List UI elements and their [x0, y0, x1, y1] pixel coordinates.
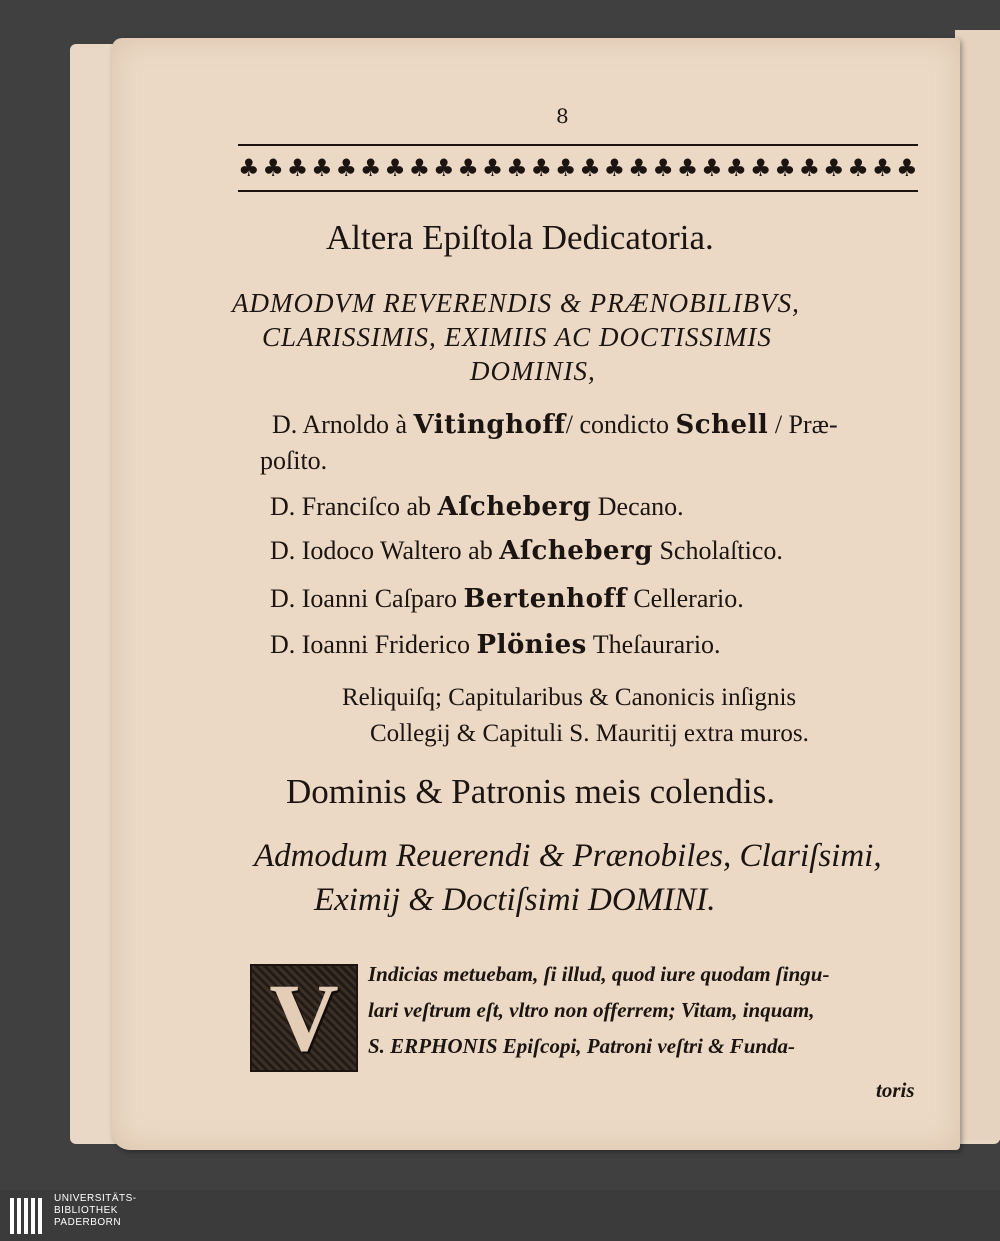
name-text: D. Ioanni Caſparo — [270, 584, 464, 613]
name-text: D. Ioanni Friderico — [270, 630, 477, 659]
name-text: Scholaſtico. — [652, 536, 783, 565]
surname: Schell — [675, 410, 769, 440]
surname: Vitinghoff — [413, 410, 566, 440]
salutation-line-2: Eximij & Doctiſsimi DOMINI. — [314, 882, 716, 918]
name-line-3 — [270, 536, 783, 566]
patronis-heading: Dominis & Patronis meis colendis. — [286, 772, 776, 811]
surname: Aſcheberg — [437, 492, 592, 522]
dedication-line-1: ADMODVM REVERENDIS & PRÆNOBILIBVS, — [232, 288, 800, 318]
name-line-1-continued — [260, 446, 327, 476]
reliquis-line-2: Collegij & Capituli S. Mauritij extra muros. — [370, 720, 809, 747]
dedication-line-2: CLARISSIMIS, EXIMIIS AC DOCTISSIMIS — [262, 322, 772, 352]
surname: Bertenhoff — [463, 584, 627, 614]
name-text: / Præ- — [768, 410, 838, 439]
catchword: toris — [876, 1078, 915, 1102]
library-name-line-3: PADERBORN — [54, 1217, 122, 1228]
name-line-4 — [270, 584, 744, 614]
salutation-line-1: Admodum Reuerendi & Prænobiles, Clariſsimi, — [254, 838, 882, 874]
dedication-line-3: DOMINIS, — [470, 356, 596, 386]
name-text: / condicto — [565, 410, 676, 439]
name-line-2 — [270, 492, 684, 522]
surname: Aſcheberg — [499, 536, 653, 566]
name-line-1 — [272, 410, 838, 440]
page-number: 8 — [556, 104, 569, 128]
ornament-border: ♣ ♣ ♣ ♣ ♣ ♣ ♣ ♣ ♣ ♣ ♣ ♣ ♣ ♣ ♣ ♣ ♣ ♣ ♣ ♣ ♣ ♣ ♣ ♣ ♣ ♣ ♣ ♣ — [238, 154, 918, 182]
reliquis-line-1: Reliquiſq; Capitularibus & Canonicis inſignis — [342, 684, 797, 711]
drop-cap-initial — [250, 964, 358, 1072]
library-logo-icon — [10, 1196, 46, 1236]
body-line-1: Indicias metuebam, ſi illud, quod iure quodam ſingu- — [368, 962, 830, 986]
name-text: D. Arnoldo à — [272, 410, 414, 439]
name-text: Decano. — [591, 492, 684, 521]
name-text: D. Iodoco Waltero ab — [270, 536, 500, 565]
library-name-line-1: UNIVERSITÄTS- — [54, 1193, 137, 1204]
name-text: Cellerario. — [626, 584, 744, 613]
body-line-2: lari veſtrum eſt, vltro non offerrem; Vitam, inquam, — [368, 998, 815, 1022]
header-rule-top — [238, 144, 918, 146]
name-text: Theſaurario. — [586, 630, 721, 659]
library-name-line-2: BIBLIOTHEK — [54, 1205, 118, 1216]
facing-page-edge — [955, 30, 1000, 1140]
name-text: poſito. — [260, 446, 328, 475]
drop-cap-letter: V — [269, 964, 339, 1071]
name-line-5 — [270, 630, 721, 660]
header-rule-bottom — [238, 190, 918, 192]
body-line-3: S. ERPHONIS Epiſcopi, Patroni veſtri & Funda- — [368, 1034, 796, 1058]
library-footer — [0, 1190, 1000, 1241]
surname: Plönies — [476, 630, 587, 660]
page-title: Altera Epiſtola Dedicatoria. — [326, 218, 714, 257]
name-text: D. Franciſco ab — [270, 492, 438, 521]
